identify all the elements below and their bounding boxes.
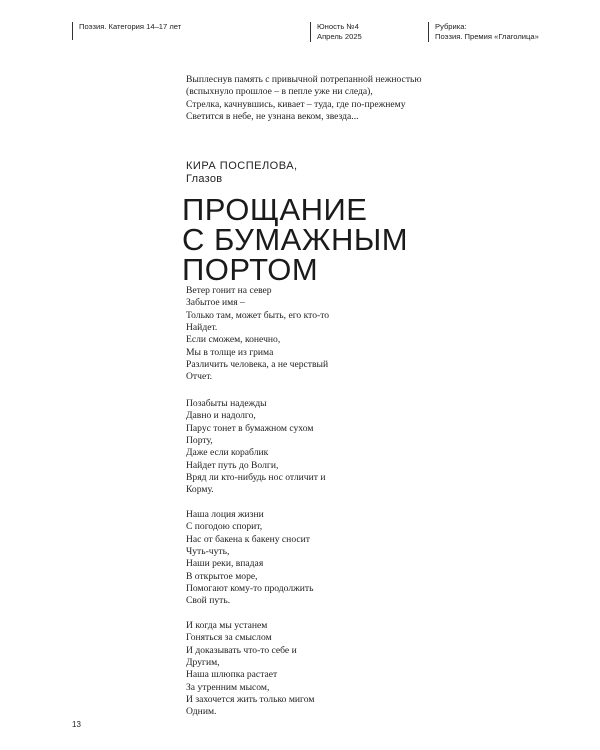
poem-line: Найдет.	[186, 322, 218, 334]
header-issue: Юность №4	[317, 22, 359, 31]
poem-line: Отчет.	[186, 371, 213, 383]
header-category: Поэзия. Категория 14–17 лет	[79, 22, 182, 31]
intro-stanza	[186, 74, 422, 123]
title-line: ПОРТОМ	[182, 252, 319, 287]
poem-line: Свой путь.	[186, 595, 231, 607]
poem-line: Позабыты надежды	[186, 398, 267, 409]
author-block	[186, 160, 298, 186]
stanza	[186, 285, 329, 384]
poem-line: Светится в небе, не узнана веком, звезда...	[186, 111, 359, 123]
stanza	[186, 398, 326, 497]
poem-line: И доказывать что-то себе и	[186, 644, 297, 656]
poem-line: Порту,	[186, 435, 213, 447]
poem-line: Наши реки, впадая	[186, 558, 264, 570]
poem-line: Чуть-чуть,	[186, 546, 230, 558]
poem-line: Даже если кораблик	[186, 447, 269, 459]
poem-line: Другим,	[186, 657, 220, 669]
poem-line: В открытое море,	[186, 570, 258, 582]
header-rubric-label: Рубрика:	[435, 22, 467, 31]
title-line: С БУМАЖНЫМ	[182, 222, 409, 257]
poem-line: И когда мы устанем	[186, 620, 268, 631]
poem-line: И захочется жить только мигом	[186, 694, 315, 706]
poem-line: Парус тонет в бумажном сухом	[186, 422, 314, 434]
poem-line: Наша шлюпка растает	[186, 669, 278, 681]
poem-line: Корму.	[186, 484, 214, 496]
poem-line: Гоняться за смыслом	[186, 632, 272, 644]
header-rubric-value: Поэзия. Премия «Глаголица»	[435, 32, 539, 41]
poem-line: Вряд ли кто-нибудь нос отличит и	[186, 472, 326, 484]
poem-title	[182, 192, 409, 287]
stanza	[186, 509, 313, 608]
poem-line: Найдет путь до Волги,	[186, 459, 279, 471]
title-line: ПРОЩАНИЕ	[182, 192, 368, 227]
poem-line: Помогают кому-то продолжить	[186, 583, 314, 595]
poem-line: Выплеснув память с привычной потрепанной нежностью	[186, 74, 422, 85]
poem-line: Стрелка, качнувшись, кивает – туда, где по-прежнему	[186, 98, 406, 110]
header-issue-info	[310, 22, 362, 42]
poem-line: Различить человека, а не черствый	[186, 359, 329, 371]
header-date: Апрель 2025	[317, 32, 362, 41]
poem-line: Давно и надолго,	[186, 410, 256, 422]
page-number: 13	[72, 720, 81, 729]
poem-line: Забытое имя –	[186, 297, 245, 309]
poem-line: Наша лоция жизни	[186, 509, 264, 520]
poem-line: Одним.	[186, 706, 217, 718]
poem-line: С погодою спорит,	[186, 521, 263, 533]
poem-line: За утренним мысом,	[186, 681, 270, 693]
poem-line: Если сможем, конечно,	[186, 334, 281, 346]
poem-line: (вспыхнуло прошлое – в пепле уже ни следа),	[186, 86, 373, 98]
header-rubric	[428, 22, 539, 42]
header-section-label	[72, 22, 181, 40]
poem-line: Только там, может быть, его кто-то	[186, 309, 330, 321]
poem-line: Ветер гонит на север	[186, 285, 272, 296]
stanza	[186, 620, 314, 719]
poem-line: Мы в толще из грима	[186, 346, 274, 358]
author-name: КИРА ПОСПЕЛОВА,	[186, 160, 298, 172]
author-city: Глазов	[186, 173, 223, 185]
poem-line: Нас от бакена к бакену сносит	[186, 533, 310, 545]
